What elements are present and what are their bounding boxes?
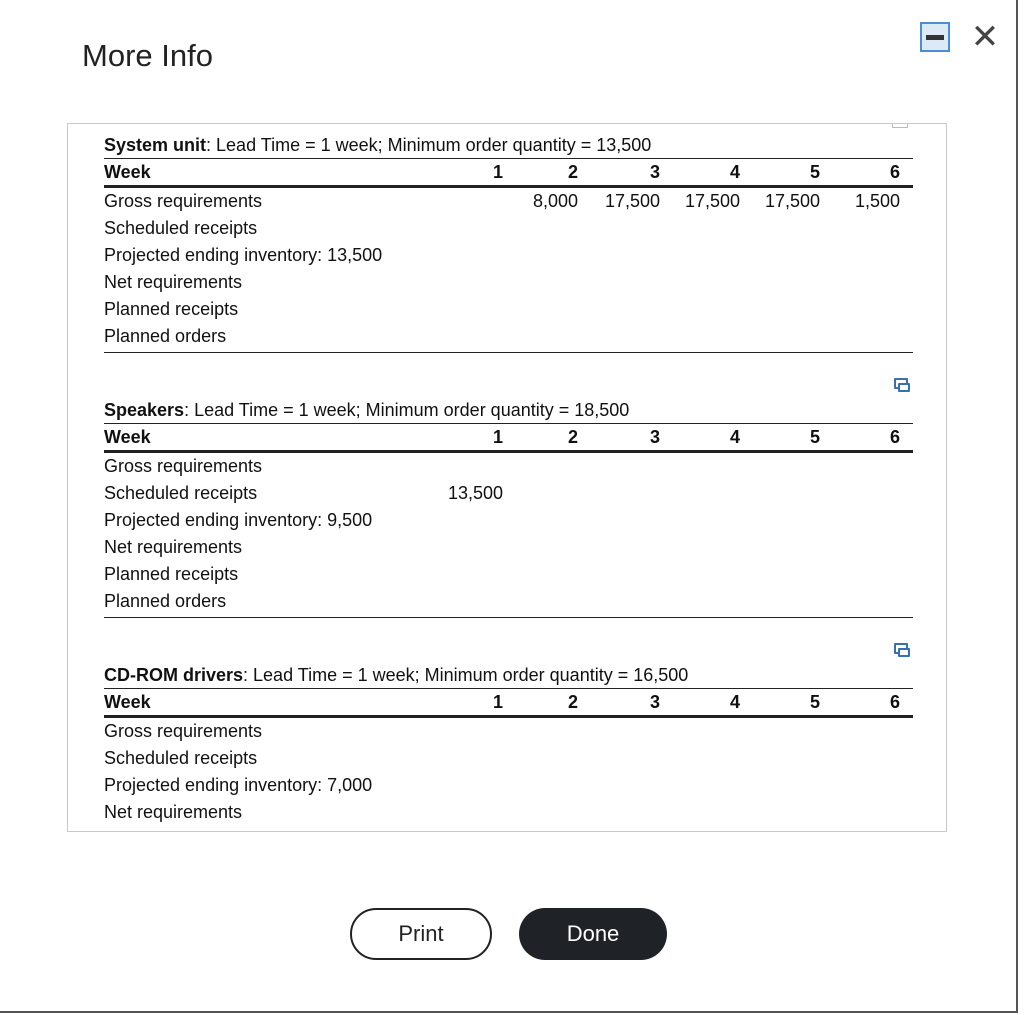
week-cell: 1 <box>492 692 503 712</box>
table-caption <box>104 397 913 423</box>
row-label: Net requirements <box>104 802 243 822</box>
data-cell: 1,500 <box>854 191 900 211</box>
row-label: Net requirements <box>104 537 243 557</box>
data-cell: 17,500 <box>684 191 740 211</box>
print-button[interactable]: Print <box>350 908 492 960</box>
week-header-row <box>104 424 913 450</box>
copy-icon[interactable] <box>894 378 908 390</box>
week-label: Week <box>104 162 151 182</box>
week-header-row <box>104 159 913 185</box>
table-row <box>104 480 913 507</box>
row-label: Net requirements <box>104 272 243 292</box>
row-label: Gross requirements <box>104 721 263 741</box>
week-header-row <box>104 689 913 715</box>
table-row <box>104 269 913 296</box>
row-label: Planned orders <box>104 591 227 611</box>
data-cell: 17,500 <box>764 191 820 211</box>
week-cell: 3 <box>649 162 660 182</box>
table-row <box>104 799 913 826</box>
week-cell: 5 <box>809 692 820 712</box>
table-caption <box>104 662 913 688</box>
row-label: Gross requirements <box>104 191 263 211</box>
row-label: Scheduled receipts <box>104 218 258 238</box>
row-label: Projected ending inventory: 7,000 <box>104 775 373 795</box>
table-row <box>104 534 913 561</box>
item-name: CD-ROM drivers <box>104 665 244 685</box>
row-label: Gross requirements <box>104 456 263 476</box>
done-button[interactable]: Done <box>519 908 667 960</box>
row-label: Planned orders <box>104 326 227 346</box>
week-cell: 5 <box>809 427 820 447</box>
system-unit-table <box>104 132 913 353</box>
speakers-table <box>104 397 913 618</box>
table-row <box>104 561 913 588</box>
row-label: Scheduled receipts <box>104 483 258 503</box>
row-label: Planned receipts <box>104 564 239 584</box>
table-row <box>104 588 913 615</box>
table-row <box>104 215 913 242</box>
table-row <box>104 296 913 323</box>
item-details: : Lead Time = 1 week; Minimum order quantity = 16,500 <box>243 665 689 685</box>
minimize-button[interactable] <box>920 22 950 52</box>
table-row <box>104 242 913 269</box>
table-row <box>104 323 913 350</box>
item-details: : Lead Time = 1 week; Minimum order quantity = 13,500 <box>206 135 652 155</box>
week-cell: 2 <box>567 692 578 712</box>
minimize-icon <box>926 35 944 40</box>
row-label: Projected ending inventory: 13,500 <box>104 245 383 265</box>
copy-icon[interactable] <box>894 643 908 655</box>
week-cell: 4 <box>729 162 740 182</box>
week-cell: 2 <box>567 427 578 447</box>
week-cell: 1 <box>492 427 503 447</box>
week-cell: 5 <box>809 162 820 182</box>
row-label: Planned receipts <box>104 299 239 319</box>
data-cell: 17,500 <box>604 191 660 211</box>
table-row <box>104 188 913 215</box>
table-row <box>104 745 913 772</box>
week-cell: 6 <box>889 427 900 447</box>
item-name: Speakers <box>104 400 185 420</box>
week-label: Week <box>104 692 151 712</box>
data-cell: 8,000 <box>532 191 578 211</box>
dialog-title: More Info <box>82 38 213 73</box>
item-details: : Lead Time = 1 week; Minimum order quantity = 18,500 <box>184 400 630 420</box>
week-cell: 3 <box>649 427 660 447</box>
week-cell: 4 <box>729 692 740 712</box>
cdrom-table <box>104 662 913 826</box>
info-panel[interactable] <box>67 123 947 832</box>
data-cell: 13,500 <box>447 483 503 503</box>
week-cell: 2 <box>567 162 578 182</box>
item-name: System unit <box>104 135 207 155</box>
week-cell: 1 <box>492 162 503 182</box>
row-label: Projected ending inventory: 9,500 <box>104 510 373 530</box>
week-cell: 6 <box>889 692 900 712</box>
table-row <box>104 772 913 799</box>
copy-icon[interactable] <box>892 124 908 128</box>
week-cell: 4 <box>729 427 740 447</box>
table-caption <box>104 132 913 158</box>
close-icon: ✕ <box>970 18 1000 56</box>
row-label: Scheduled receipts <box>104 748 258 768</box>
table-row <box>104 718 913 745</box>
close-button[interactable] <box>968 20 1002 54</box>
week-cell: 3 <box>649 692 660 712</box>
table-row <box>104 453 913 480</box>
table-row <box>104 507 913 534</box>
week-label: Week <box>104 427 151 447</box>
week-cell: 6 <box>889 162 900 182</box>
